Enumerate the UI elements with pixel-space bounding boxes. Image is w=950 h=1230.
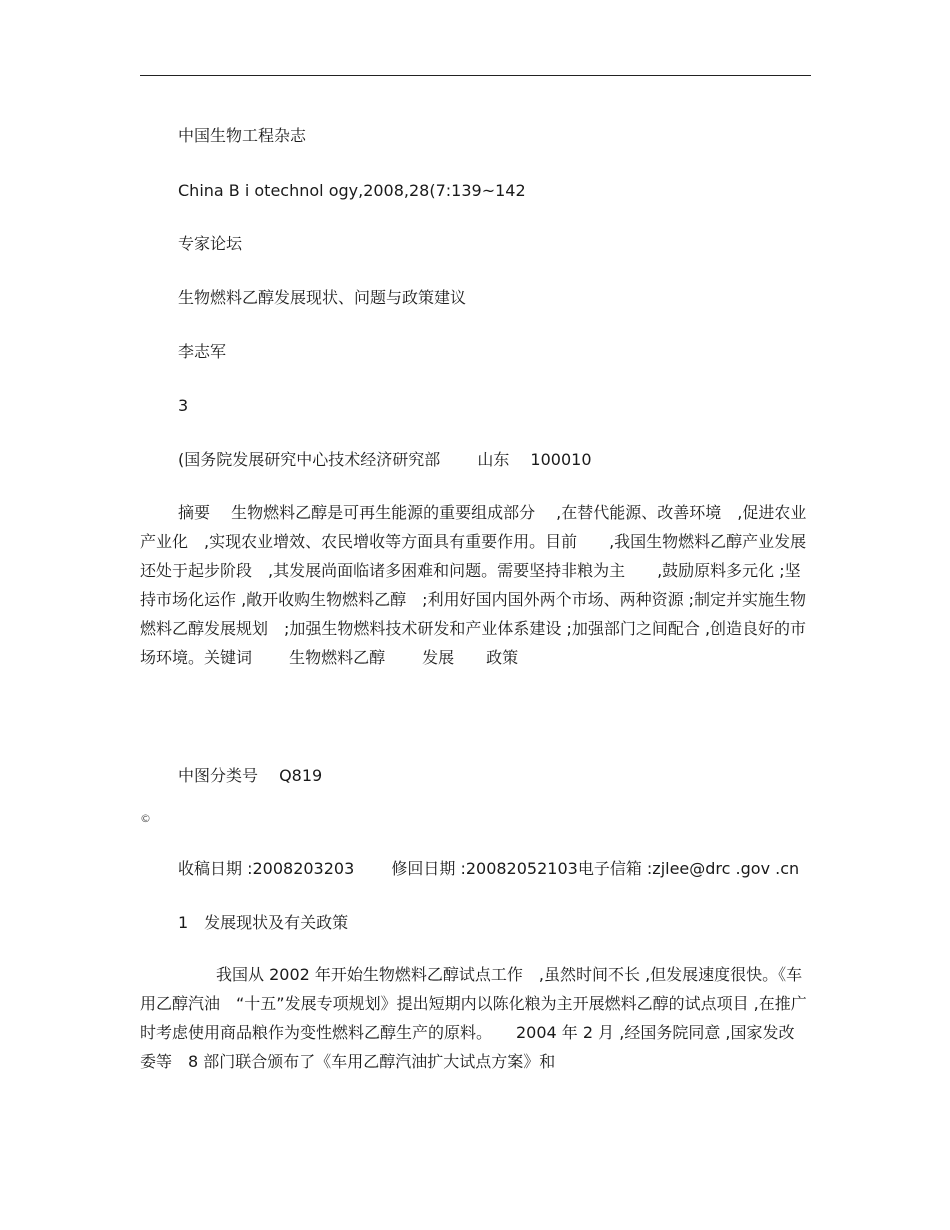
section-heading: 1 发展现状及有关政策	[178, 913, 349, 932]
article-title: 生物燃料乙醇发展现状、问题与政策建议	[178, 288, 467, 307]
author-footnote-mark: 3	[178, 396, 189, 415]
column-label: 专家论坛	[178, 234, 243, 253]
author-affiliation: (国务院发展研究中心技术经济研究部 山东 100010	[178, 450, 592, 469]
journal-citation-en: China B i otechnol ogy,2008,28(7:139~142	[178, 181, 526, 200]
header-rule	[140, 75, 811, 76]
classification-number: 中图分类号 Q819	[178, 766, 323, 785]
copyright-symbol: ©	[140, 812, 151, 825]
author-name: 李志军	[178, 342, 227, 361]
body-paragraph: 我国从 2002 年开始生物燃料乙醇试点工作 ,虽然时间不长 ,但发展速度很快。《车用乙醇汽油 “十五”发展专项规划》提出短期内以陈化粮为主开展燃料乙醇的试点项目 ,在推广时考虑使用商品粮作为变性燃料乙醇生产的原料。 2004 年 2 月 ,经国务院同意 ,国家发改委等 8 部门联合颁布了《车用乙醇汽油扩大试点方案》和	[140, 965, 807, 1071]
journal-name-cn: 中国生物工程杂志	[178, 126, 307, 145]
dates-and-email: 收稿日期 :2008203203 修回日期 :20082052103电子信箱 :zjlee@drc .gov .cn	[178, 859, 800, 878]
abstract-paragraph: 摘要 生物燃料乙醇是可再生能源的重要组成部分 ,在替代能源、改善环境 ,促进农业产业化 ,实现农业增效、农民增收等方面具有重要作用。目前 ,我国生物燃料乙醇产业发展还处于起步阶段 ,其发展尚面临诸多困难和问题。需要坚持非粮为主 ,鼓励原料多元化 ;坚持市场化运作 ,敞开收购生物燃料乙醇 ;利用好国内国外两个市场、两种资源 ;制定并实施生物燃料乙醇发展规划 ;加强生物燃料技术研发和产业体系建设 ;加强部门之间配合 ,创造良好的市场环境。关键词 生物燃料乙醇 发展 政策	[140, 503, 807, 667]
